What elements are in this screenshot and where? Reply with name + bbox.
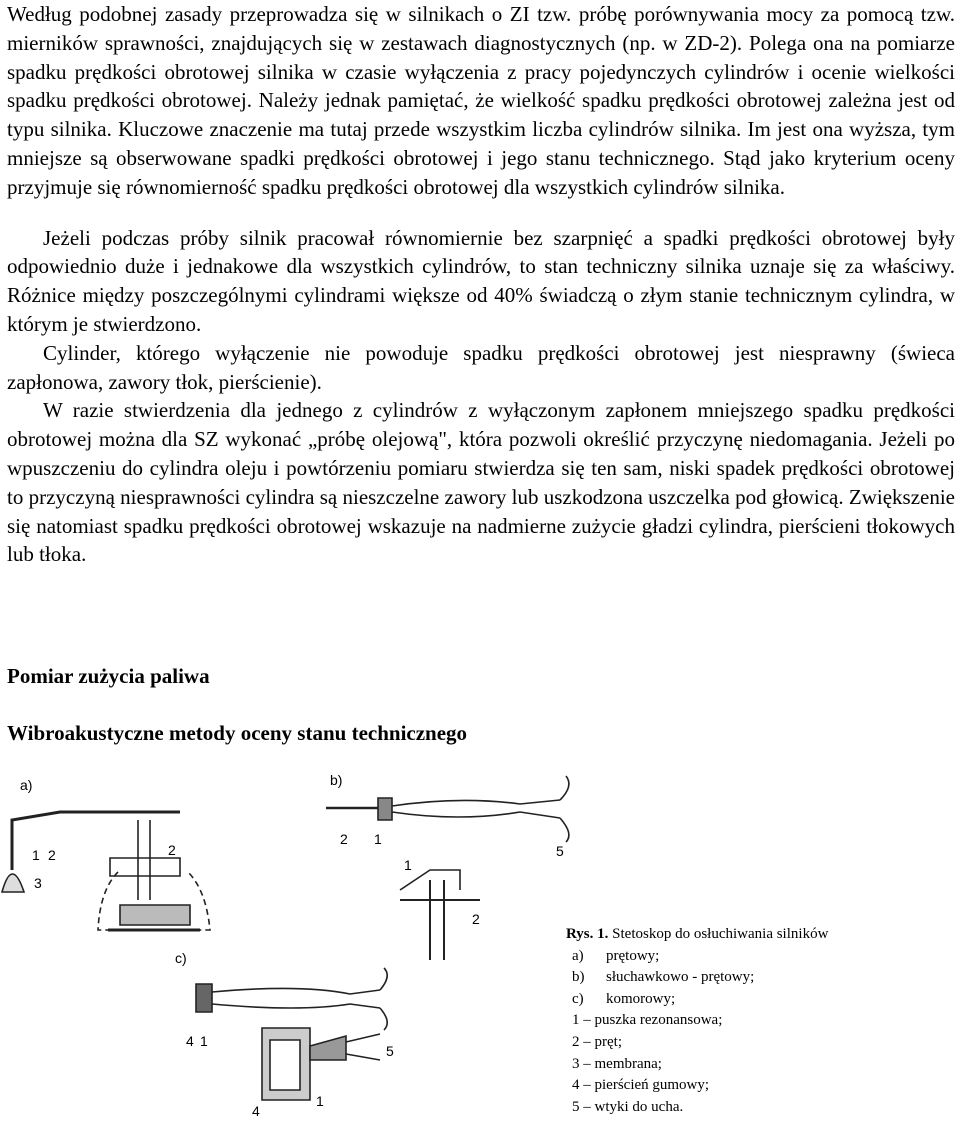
svg-text:4: 4 — [186, 1033, 194, 1049]
svg-text:1: 1 — [200, 1033, 208, 1049]
svg-text:2: 2 — [168, 842, 176, 858]
caption-item-a: a) prętowy; — [572, 947, 660, 964]
caption-figure-number: Rys. 1. — [566, 926, 609, 942]
document-body — [7, 0, 955, 569]
svg-text:2: 2 — [472, 911, 480, 927]
svg-text:5: 5 — [556, 843, 564, 859]
svg-text:5: 5 — [386, 1043, 394, 1059]
chamber-icon — [196, 984, 212, 1012]
caption-title — [566, 924, 956, 946]
figure-caption — [566, 924, 956, 1118]
caption-title-text: Stetoskop do osłuchiwania silników — [612, 926, 829, 942]
svg-text:2: 2 — [340, 831, 348, 847]
panel-c-label: c) — [175, 950, 187, 966]
panel-b-label: b) — [330, 772, 343, 788]
panel-a-label: a) — [20, 777, 33, 793]
stethoscope-drawing — [0, 760, 564, 1121]
caption-part-2: 2 – pręt; — [572, 1033, 622, 1050]
caption-item-b: b) słuchawkowo - prętowy; — [572, 969, 755, 986]
svg-text:2: 2 — [48, 847, 56, 863]
resonance-box-icon — [2, 874, 24, 892]
stethoscope-figure — [0, 760, 564, 1121]
heading-fuel-consumption: Pomiar zużycia paliwa — [7, 664, 210, 688]
paragraph-2: Jeżeli podczas próby silnik pracował równomiernie bez szarpnięć a spadki prędkości obrotowej były odpowiednio duże i jednakowe dla wszystkich cylindrów, to stan techniczny silnika uznaje się za właściwy. Różnice między poszczególnymi cylindrami większe od 40% świadczą o złym stanie technicznym cylindra, w którym je stwierdzono. — [7, 225, 955, 336]
caption-item-c: c) komorowy; — [572, 990, 676, 1007]
caption-part-1: 1 – puszka rezonansowa; — [572, 1012, 723, 1029]
caption-part-3: 3 – membrana; — [572, 1055, 662, 1072]
svg-text:1: 1 — [32, 847, 40, 863]
caption-part-4: 4 – pierścień gumowy; — [572, 1077, 710, 1094]
rod-icon — [12, 812, 180, 840]
caption-part-5: 5 – wtyki do ucha. — [572, 1098, 684, 1115]
paragraph-4: W razie stwierdzenia dla jednego z cylindrów z wyłączonym zapłonem mniejszego spadku prędkości obrotowej można dla SZ wykonać „próbę olejową", która pozwoli określić przyczynę niedomagania. Jeżeli po wpuszczeniu do cylindra oleju i powtórzeniu pomiaru stwierdza się ten sam, niski spadek prędkości obrotowej to przyczyną niesprawności cylindra są nieszczelne zawory lub uszkodzona uszczelka pod głowicą. Zwiększenie się natomiast spadku prędkości obrotowej wskazuje na nadmierne zużycie gładzi cylindra, pierścieni tłokowych lub tłoka. — [7, 398, 955, 567]
paragraph-1: Według podobnej zasady przeprowadza się w silnikach o ZI tzw. próbę porównywania mocy za pomocą tzw. mierników sprawności, znajdujących się w zestawach diagnostycznych (np. w ZD-2). Polega ona na pomiarze spadku prędkości obrotowej silnika w czasie wyłączenia z pracy pojedynczych cylindrów i ocenie wielkości spadku prędkości obrotowej. Należy jednak pamiętać, że wielkość spadku prędkości obrotowej zależna jest od typu silnika. Kluczowe znaczenie ma tutaj przede wszystkim liczba cylindrów silnika. Im jest ona wyższa, tym mniejsze są obserwowane spadki prędkości obrotowej i jego stanu technicznego. Stąd jako kryterium oceny przyjmuje się równomierność spadku prędkości obrotowej dla wszystkich cylindrów silnika. — [7, 2, 955, 199]
svg-text:3: 3 — [34, 875, 42, 891]
svg-text:1: 1 — [374, 831, 382, 847]
svg-text:1: 1 — [404, 857, 412, 873]
heading-vibroacoustic-methods: Wibroakustyczne metody oceny stanu technicznego — [7, 721, 468, 745]
svg-text:1: 1 — [316, 1093, 324, 1109]
paragraph-3: Cylinder, którego wyłączenie nie powoduje spadku prędkości obrotowej jest niesprawny (świeca zapłonowa, zawory tłok, pierścienie). — [7, 340, 955, 394]
svg-text:4: 4 — [252, 1103, 260, 1119]
